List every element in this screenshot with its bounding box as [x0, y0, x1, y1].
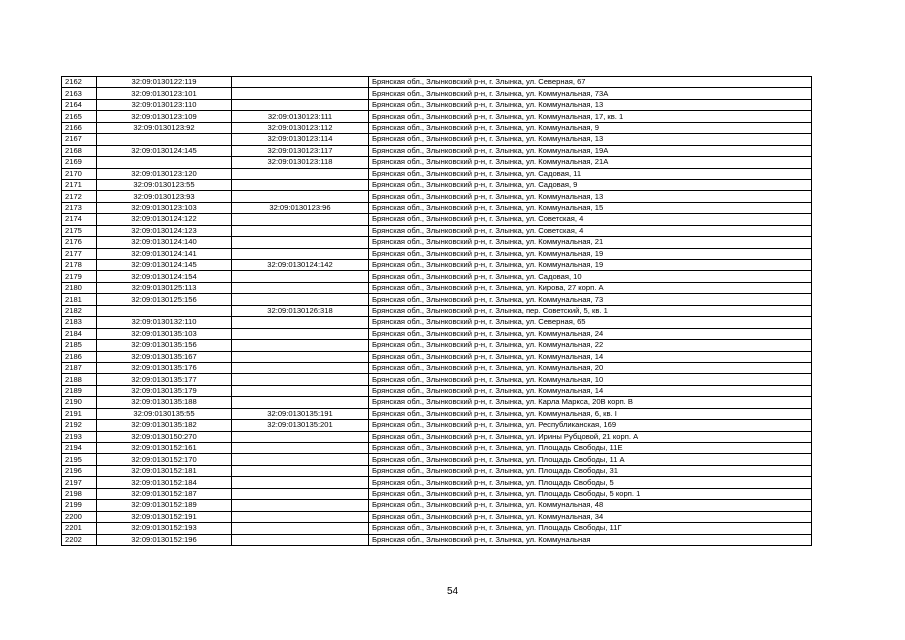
- cadastral-number-cell: 32:09:0130135:176: [97, 362, 232, 373]
- table-row: [62, 157, 812, 168]
- row-number-cell: 2188: [62, 374, 97, 385]
- address-cell: Брянская обл., Злынковский р-н, г. Злынка, ул. Садовая, 10: [369, 271, 812, 282]
- row-number-cell: 2163: [62, 88, 97, 99]
- related-cadastral-number-cell: [232, 465, 369, 476]
- related-cadastral-number-cell: [232, 397, 369, 408]
- row-number-cell: 2202: [62, 534, 97, 545]
- address-cell: Брянская обл., Злынковский р-н, г. Злынка, ул. Коммунальная, 19: [369, 260, 812, 271]
- related-cadastral-number-cell: 32:09:0130123:96: [232, 202, 369, 213]
- related-cadastral-number-cell: [232, 477, 369, 488]
- related-cadastral-number-cell: 32:09:0130123:114: [232, 134, 369, 145]
- row-number-cell: 2187: [62, 362, 97, 373]
- cadastral-number-cell: 32:09:0130135:103: [97, 328, 232, 339]
- row-number-cell: 2169: [62, 157, 97, 168]
- row-number-cell: 2197: [62, 477, 97, 488]
- related-cadastral-number-cell: [232, 271, 369, 282]
- related-cadastral-number-cell: [232, 431, 369, 442]
- related-cadastral-number-cell: [232, 214, 369, 225]
- cadastral-number-cell: 32:09:0130123:120: [97, 168, 232, 179]
- related-cadastral-number-cell: 32:09:0130135:201: [232, 420, 369, 431]
- table-row: [62, 385, 812, 396]
- table-row: [62, 145, 812, 156]
- table-row: [62, 282, 812, 293]
- row-number-cell: 2171: [62, 179, 97, 190]
- row-number-cell: 2194: [62, 443, 97, 454]
- row-number-cell: 2177: [62, 248, 97, 259]
- address-cell: Брянская обл., Злынковский р-н, г. Злынка, ул. Коммунальная, 22: [369, 340, 812, 351]
- table-row: [62, 465, 812, 476]
- related-cadastral-number-cell: [232, 385, 369, 396]
- row-number-cell: 2196: [62, 465, 97, 476]
- address-cell: Брянская обл., Злынковский р-н, г. Злынка, ул. Коммунальная, 21: [369, 237, 812, 248]
- address-cell: Брянская обл., Злынковский р-н, г. Злынка, ул. Площадь Свободы, 31: [369, 465, 812, 476]
- related-cadastral-number-cell: [232, 237, 369, 248]
- table-row: [62, 431, 812, 442]
- cadastral-number-cell: 32:09:0130123:109: [97, 111, 232, 122]
- address-cell: Брянская обл., Злынковский р-н, г. Злынка, ул. Ирины Рубцовой, 21 корп. А: [369, 431, 812, 442]
- row-number-cell: 2190: [62, 397, 97, 408]
- row-number-cell: 2184: [62, 328, 97, 339]
- address-cell: Брянская обл., Злынковский р-н, г. Злынка, ул. Площадь Свободы, 5: [369, 477, 812, 488]
- address-cell: Брянская обл., Злынковский р-н, г. Злынка, ул. Северная, 67: [369, 77, 812, 88]
- cadastral-number-cell: 32:09:0130123:92: [97, 122, 232, 133]
- table-row: [62, 408, 812, 419]
- related-cadastral-number-cell: [232, 523, 369, 534]
- related-cadastral-number-cell: [232, 454, 369, 465]
- cadastral-number-cell: 32:09:0130135:188: [97, 397, 232, 408]
- cadastral-number-cell: [97, 157, 232, 168]
- row-number-cell: 2181: [62, 294, 97, 305]
- address-cell: Брянская обл., Злынковский р-н, г. Злынка, ул. Коммунальная: [369, 534, 812, 545]
- table-row: [62, 500, 812, 511]
- related-cadastral-number-cell: 32:09:0130123:111: [232, 111, 369, 122]
- address-cell: Брянская обл., Злынковский р-н, г. Злынка, ул. Площадь Свободы, 11 А: [369, 454, 812, 465]
- row-number-cell: 2191: [62, 408, 97, 419]
- address-cell: Брянская обл., Злынковский р-н, г. Злынка, ул. Площадь Свободы, 11Г: [369, 523, 812, 534]
- address-cell: Брянская обл., Злынковский р-н, г. Злынка, ул. Коммунальная, 14: [369, 385, 812, 396]
- cadastral-number-cell: 32:09:0130124:122: [97, 214, 232, 225]
- related-cadastral-number-cell: [232, 374, 369, 385]
- cadastral-number-cell: 32:09:0130135:177: [97, 374, 232, 385]
- related-cadastral-number-cell: [232, 225, 369, 236]
- address-cell: Брянская обл., Злынковский р-н, г. Злынка, ул. Северная, 65: [369, 317, 812, 328]
- cadastral-number-cell: 32:09:0130122:119: [97, 77, 232, 88]
- row-number-cell: 2165: [62, 111, 97, 122]
- cadastral-number-cell: 32:09:0130123:93: [97, 191, 232, 202]
- row-number-cell: 2183: [62, 317, 97, 328]
- table-row: [62, 202, 812, 213]
- table-row: [62, 397, 812, 408]
- cadastral-number-cell: 32:09:0130132:110: [97, 317, 232, 328]
- cadastral-number-cell: 32:09:0130124:145: [97, 260, 232, 271]
- cadastral-number-cell: 32:09:0130123:101: [97, 88, 232, 99]
- row-number-cell: 2180: [62, 282, 97, 293]
- cadastral-number-cell: 32:09:0130150:270: [97, 431, 232, 442]
- row-number-cell: 2162: [62, 77, 97, 88]
- table-row: [62, 168, 812, 179]
- address-cell: Брянская обл., Злынковский р-н, г. Злынка, ул. Республиканская, 169: [369, 420, 812, 431]
- row-number-cell: 2167: [62, 134, 97, 145]
- address-cell: Брянская обл., Злынковский р-н, г. Злынка, ул. Карла Маркса, 20В корп. В: [369, 397, 812, 408]
- address-cell: Брянская обл., Злынковский р-н, г. Злынка, ул. Площадь Свободы, 5 корп. 1: [369, 488, 812, 499]
- table-row: [62, 477, 812, 488]
- row-number-cell: 2173: [62, 202, 97, 213]
- cadastral-number-cell: 32:09:0130124:141: [97, 248, 232, 259]
- row-number-cell: 2200: [62, 511, 97, 522]
- cadastral-number-cell: 32:09:0130124:145: [97, 145, 232, 156]
- address-cell: Брянская обл., Злынковский р-н, г. Злынка, ул. Коммунальная, 10: [369, 374, 812, 385]
- row-number-cell: 2182: [62, 305, 97, 316]
- address-cell: Брянская обл., Злынковский р-н, г. Злынка, ул. Садовая, 9: [369, 179, 812, 190]
- cadastral-number-cell: 32:09:0130124:123: [97, 225, 232, 236]
- address-cell: Брянская обл., Злынковский р-н, г. Злынка, ул. Коммунальная, 14: [369, 351, 812, 362]
- address-cell: Брянская обл., Злынковский р-н, г. Злынка, пер. Советский, 5, кв. 1: [369, 305, 812, 316]
- cadastral-number-cell: [97, 305, 232, 316]
- address-cell: Брянская обл., Злынковский р-н, г. Злынка, ул. Советская, 4: [369, 214, 812, 225]
- related-cadastral-number-cell: [232, 168, 369, 179]
- cadastral-number-cell: 32:09:0130152:170: [97, 454, 232, 465]
- row-number-cell: 2166: [62, 122, 97, 133]
- related-cadastral-number-cell: [232, 77, 369, 88]
- row-number-cell: 2172: [62, 191, 97, 202]
- table-row: [62, 420, 812, 431]
- cadastral-number-cell: 32:09:0130125:113: [97, 282, 232, 293]
- row-number-cell: 2198: [62, 488, 97, 499]
- row-number-cell: 2164: [62, 99, 97, 110]
- row-number-cell: 2193: [62, 431, 97, 442]
- row-number-cell: 2175: [62, 225, 97, 236]
- cadastral-number-cell: 32:09:0130135:182: [97, 420, 232, 431]
- related-cadastral-number-cell: [232, 351, 369, 362]
- row-number-cell: 2192: [62, 420, 97, 431]
- table-row: [62, 214, 812, 225]
- cadastral-number-cell: 32:09:0130124:154: [97, 271, 232, 282]
- cadastral-number-cell: 32:09:0130123:110: [97, 99, 232, 110]
- address-cell: Брянская обл., Злынковский р-н, г. Злынка, ул. Коммунальная, 13: [369, 134, 812, 145]
- table-row: [62, 374, 812, 385]
- page-number: 54: [446, 586, 459, 597]
- related-cadastral-number-cell: 32:09:0130123:117: [232, 145, 369, 156]
- related-cadastral-number-cell: [232, 282, 369, 293]
- table-row: [62, 454, 812, 465]
- address-cell: Брянская обл., Злынковский р-н, г. Злынка, ул. Советская, 4: [369, 225, 812, 236]
- table-row: [62, 88, 812, 99]
- row-number-cell: 2168: [62, 145, 97, 156]
- cadastral-number-cell: 32:09:0130124:140: [97, 237, 232, 248]
- related-cadastral-number-cell: [232, 294, 369, 305]
- cadastral-number-cell: 32:09:0130152:161: [97, 443, 232, 454]
- table-row: [62, 362, 812, 373]
- related-cadastral-number-cell: 32:09:0130135:191: [232, 408, 369, 419]
- related-cadastral-number-cell: [232, 511, 369, 522]
- related-cadastral-number-cell: [232, 99, 369, 110]
- address-cell: Брянская обл., Злынковский р-н, г. Злынка, ул. Коммунальная, 24: [369, 328, 812, 339]
- related-cadastral-number-cell: 32:09:0130124:142: [232, 260, 369, 271]
- table-row: [62, 511, 812, 522]
- row-number-cell: 2186: [62, 351, 97, 362]
- cadastral-number-cell: 32:09:0130152:184: [97, 477, 232, 488]
- table-row: [62, 237, 812, 248]
- address-cell: Брянская обл., Злынковский р-н, г. Злынка, ул. Кирова, 27 корп. А: [369, 282, 812, 293]
- cadastral-number-cell: 32:09:0130125:156: [97, 294, 232, 305]
- cadastral-number-cell: 32:09:0130135:167: [97, 351, 232, 362]
- address-cell: Брянская обл., Злынковский р-н, г. Злынка, ул. Площадь Свободы, 11Е: [369, 443, 812, 454]
- related-cadastral-number-cell: [232, 488, 369, 499]
- address-cell: Брянская обл., Злынковский р-н, г. Злынка, ул. Коммунальная, 21А: [369, 157, 812, 168]
- address-cell: Брянская обл., Злынковский р-н, г. Злынка, ул. Коммунальная, 19: [369, 248, 812, 259]
- table-row: [62, 99, 812, 110]
- row-number-cell: 2178: [62, 260, 97, 271]
- related-cadastral-number-cell: 32:09:0130123:112: [232, 122, 369, 133]
- address-cell: Брянская обл., Злынковский р-н, г. Злынка, ул. Коммунальная, 73: [369, 294, 812, 305]
- related-cadastral-number-cell: [232, 362, 369, 373]
- table-row: [62, 225, 812, 236]
- row-number-cell: 2185: [62, 340, 97, 351]
- related-cadastral-number-cell: [232, 179, 369, 190]
- related-cadastral-number-cell: [232, 88, 369, 99]
- address-cell: Брянская обл., Злынковский р-н, г. Злынка, ул. Коммунальная, 20: [369, 362, 812, 373]
- cadastral-number-cell: 32:09:0130152:181: [97, 465, 232, 476]
- row-number-cell: 2174: [62, 214, 97, 225]
- table-row: [62, 443, 812, 454]
- cadastral-number-cell: 32:09:0130123:103: [97, 202, 232, 213]
- table-row: [62, 134, 812, 145]
- related-cadastral-number-cell: [232, 328, 369, 339]
- address-cell: Брянская обл., Злынковский р-н, г. Злынка, ул. Коммунальная, 17, кв. 1: [369, 111, 812, 122]
- table-row: [62, 179, 812, 190]
- table-row: [62, 317, 812, 328]
- row-number-cell: 2179: [62, 271, 97, 282]
- address-cell: Брянская обл., Злынковский р-н, г. Злынка, ул. Коммунальная, 13: [369, 191, 812, 202]
- related-cadastral-number-cell: [232, 443, 369, 454]
- address-cell: Брянская обл., Злынковский р-н, г. Злынка, ул. Коммунальная, 34: [369, 511, 812, 522]
- address-cell: Брянская обл., Злынковский р-н, г. Злынка, ул. Коммунальная, 15: [369, 202, 812, 213]
- table-row: [62, 191, 812, 202]
- related-cadastral-number-cell: [232, 500, 369, 511]
- row-number-cell: 2170: [62, 168, 97, 179]
- row-number-cell: 2176: [62, 237, 97, 248]
- address-cell: Брянская обл., Злынковский р-н, г. Злынка, ул. Коммунальная, 6, кв. I: [369, 408, 812, 419]
- address-cell: Брянская обл., Злынковский р-н, г. Злынка, ул. Коммунальная, 48: [369, 500, 812, 511]
- cadastral-number-cell: 32:09:0130135:179: [97, 385, 232, 396]
- address-cell: Брянская обл., Злынковский р-н, г. Злынка, ул. Коммунальная, 13: [369, 99, 812, 110]
- cadastral-register-table: [61, 76, 812, 546]
- cadastral-number-cell: 32:09:0130135:156: [97, 340, 232, 351]
- address-cell: Брянская обл., Злынковский р-н, г. Злынка, ул. Коммунальная, 19А: [369, 145, 812, 156]
- table-row: [62, 77, 812, 88]
- row-number-cell: 2201: [62, 523, 97, 534]
- cadastral-number-cell: [97, 134, 232, 145]
- table-body: [62, 77, 812, 546]
- related-cadastral-number-cell: [232, 248, 369, 259]
- address-cell: Брянская обл., Злынковский р-н, г. Злынка, ул. Садовая, 11: [369, 168, 812, 179]
- cadastral-number-cell: 32:09:0130123:55: [97, 179, 232, 190]
- related-cadastral-number-cell: [232, 340, 369, 351]
- table-row: [62, 305, 812, 316]
- cadastral-number-cell: 32:09:0130152:196: [97, 534, 232, 545]
- row-number-cell: 2199: [62, 500, 97, 511]
- address-cell: Брянская обл., Злынковский р-н, г. Злынка, ул. Коммунальная, 9: [369, 122, 812, 133]
- table-row: [62, 534, 812, 545]
- table-row: [62, 294, 812, 305]
- related-cadastral-number-cell: [232, 534, 369, 545]
- related-cadastral-number-cell: 32:09:0130126:318: [232, 305, 369, 316]
- address-cell: Брянская обл., Злынковский р-н, г. Злынка, ул. Коммунальная, 73А: [369, 88, 812, 99]
- table-row: [62, 260, 812, 271]
- cadastral-number-cell: 32:09:0130152:187: [97, 488, 232, 499]
- cadastral-number-cell: 32:09:0130152:193: [97, 523, 232, 534]
- table-row: [62, 523, 812, 534]
- related-cadastral-number-cell: [232, 317, 369, 328]
- table-row: [62, 488, 812, 499]
- related-cadastral-number-cell: 32:09:0130123:118: [232, 157, 369, 168]
- table-row: [62, 122, 812, 133]
- table-row: [62, 340, 812, 351]
- table-row: [62, 111, 812, 122]
- table-row: [62, 351, 812, 362]
- cadastral-number-cell: 32:09:0130152:189: [97, 500, 232, 511]
- row-number-cell: 2189: [62, 385, 97, 396]
- cadastral-number-cell: 32:09:0130152:191: [97, 511, 232, 522]
- table-row: [62, 328, 812, 339]
- table-row: [62, 271, 812, 282]
- table-row: [62, 248, 812, 259]
- related-cadastral-number-cell: [232, 191, 369, 202]
- row-number-cell: 2195: [62, 454, 97, 465]
- cadastral-number-cell: 32:09:0130135:55: [97, 408, 232, 419]
